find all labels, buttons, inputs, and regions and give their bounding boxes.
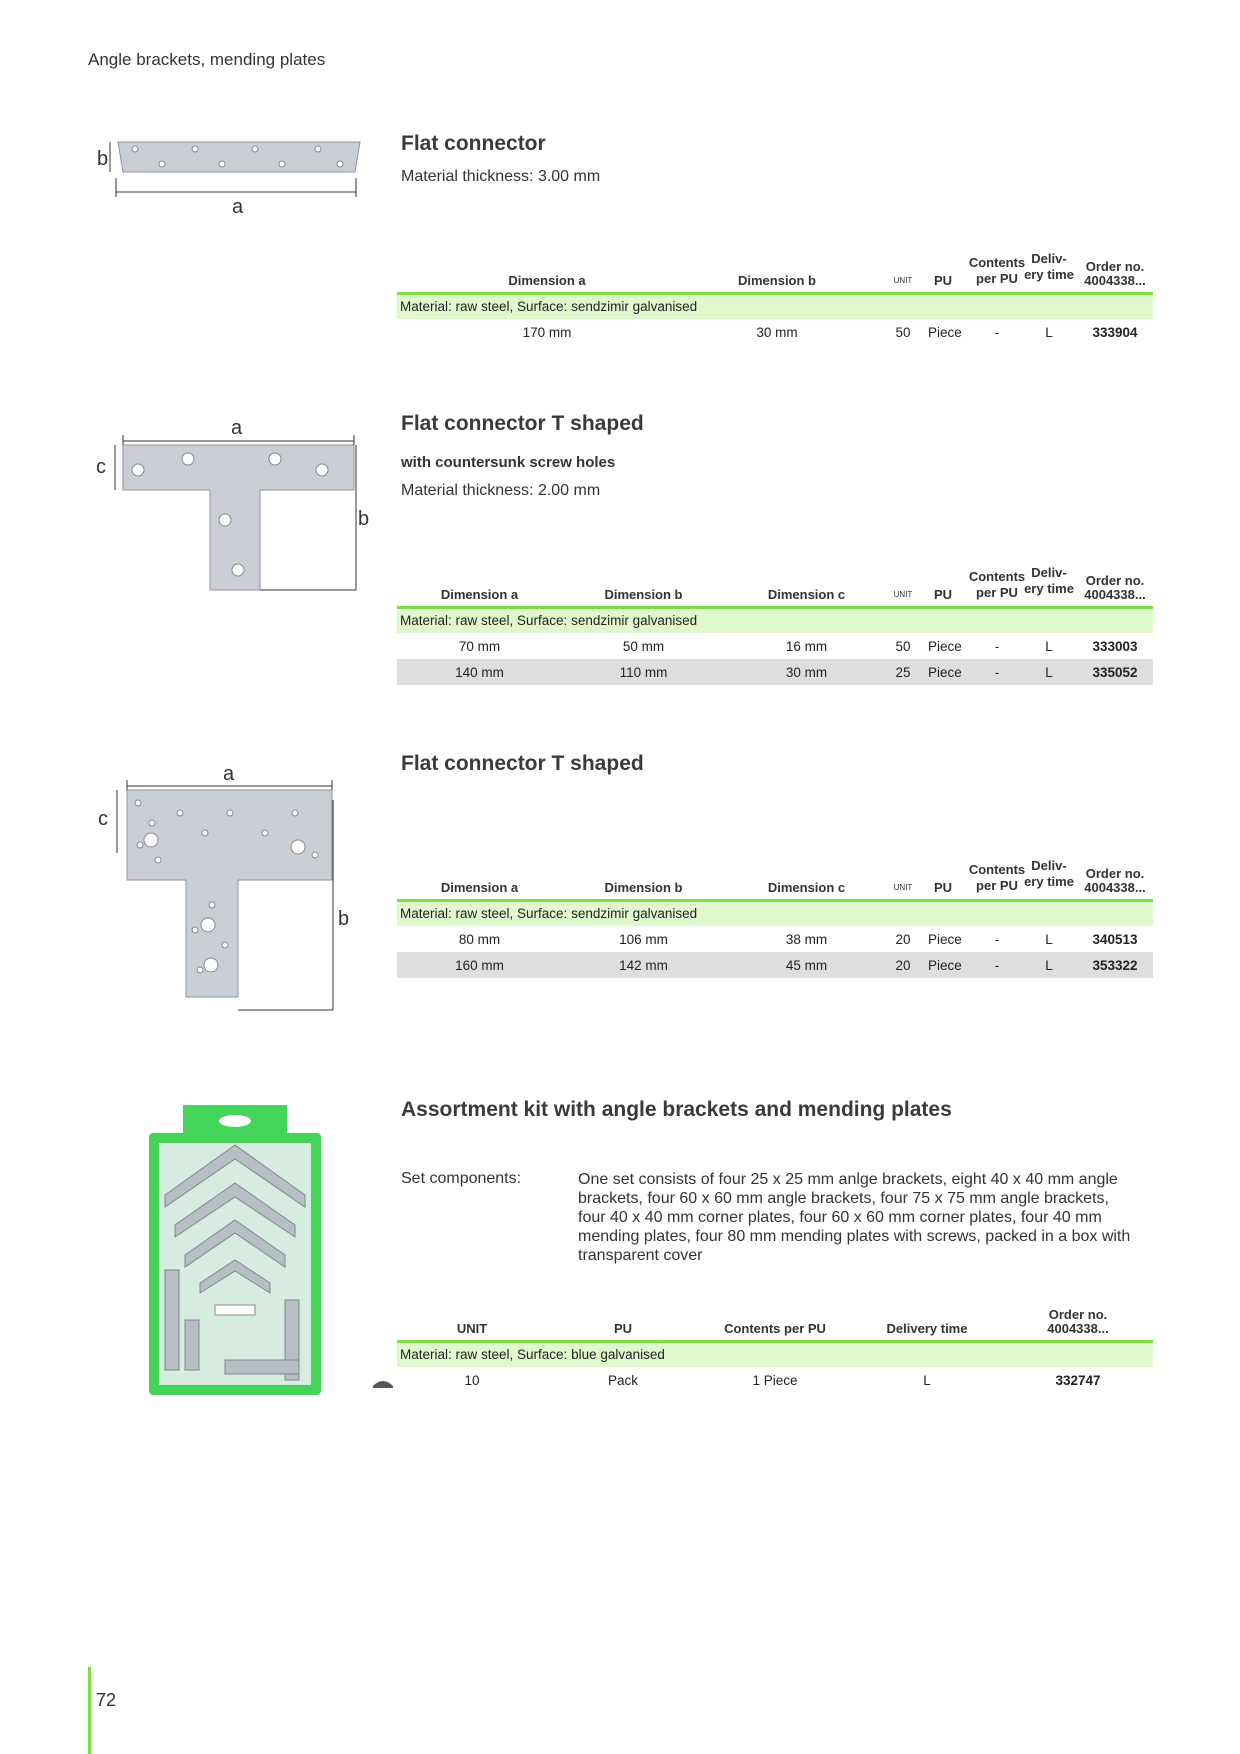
dim-label-a: a	[231, 417, 243, 439]
col-dimension-b: Dimension b	[604, 880, 683, 895]
col-unit: UNIT	[893, 883, 913, 892]
material-row: Material: raw steel, Surface: blue galvanised	[397, 1343, 1153, 1367]
set-components-label: Set components:	[401, 1170, 522, 1187]
flat-connector-image	[90, 135, 370, 215]
table-header	[397, 1284, 1153, 1343]
section-thickness-1: Material thickness: 3.00 mm	[401, 168, 601, 185]
dim-label-b: b	[97, 148, 109, 170]
col-dimension-a: Dimension a	[440, 880, 519, 895]
set-components-text: One set consists of four 25 x 25 mm anlge brackets, eight 40 x 40 mm angle brackets, four 60 x 60 mm angle brackets, four 75 x 75 mm angle brackets, four 40 x 40 mm corner plates, four 60 x 60 mm corner plates, four 40 mm mending plates, four 80 mm mending plates with screws, packed in a box with transparent cover	[578, 1171, 1131, 1264]
col-dimension-a: Dimension a	[440, 587, 519, 602]
col-pu: PU	[933, 880, 953, 895]
section-subtitle-2: with countersunk screw holes	[401, 454, 616, 471]
col-contents: Contents per PU	[968, 862, 1026, 893]
col-order: Order no. 4004338...	[1047, 1307, 1109, 1336]
product-table-3	[397, 843, 1153, 978]
col-dimension-b: Dimension b	[737, 273, 816, 288]
hanger-icon	[371, 1376, 395, 1390]
t-connector-image-1	[90, 415, 380, 595]
col-dimension-c: Dimension c	[767, 587, 846, 602]
col-delivery: Deliv- ery time	[1024, 251, 1074, 282]
col-dimension-b: Dimension b	[604, 587, 683, 602]
table-header	[397, 550, 1153, 609]
kit-label	[215, 1305, 255, 1315]
assortment-kit-image	[145, 1105, 325, 1395]
dim-label-b: b	[358, 508, 370, 530]
section-title-2: Flat connector T shaped	[401, 412, 644, 435]
table-row: 80 mm 106 mm 38 mm 20 Piece - L 340513	[458, 932, 1138, 947]
col-contents: Contents per PU	[724, 1321, 826, 1336]
t-connector-image-2	[90, 765, 360, 1025]
t-plate-shape	[127, 790, 332, 997]
dim-label-a: a	[223, 765, 235, 785]
col-unit: UNIT	[456, 1321, 488, 1336]
col-pu: PU	[933, 273, 953, 288]
section-title-3: Flat connector T shaped	[401, 752, 644, 775]
col-pu: PU	[613, 1321, 633, 1336]
table-header	[397, 843, 1153, 902]
page-number: 72	[96, 1690, 117, 1710]
dim-label-a: a	[232, 196, 244, 215]
dim-label-c: c	[98, 808, 108, 830]
table-row: 140 mm 110 mm 30 mm 25 Piece - L 335052	[397, 659, 1153, 685]
col-order: Order no. 4004338...	[1084, 259, 1146, 288]
dim-label-b: b	[338, 908, 350, 930]
table-row: 10 Pack 1 Piece L 332747	[464, 1373, 1101, 1388]
kit-table	[397, 1284, 1153, 1393]
col-delivery: Delivery time	[886, 1321, 968, 1336]
material-row: Material: raw steel, Surface: sendzimir galvanised	[397, 295, 1153, 319]
col-delivery: Deliv- ery time	[1024, 565, 1074, 596]
table-header	[397, 236, 1153, 295]
material-row: Material: raw steel, Surface: sendzimir galvanised	[397, 902, 1153, 926]
product-table-1	[397, 236, 1153, 345]
dim-label-c: c	[96, 456, 106, 478]
col-dimension-a: Dimension a	[508, 273, 586, 288]
kit-title: Assortment kit with angle brackets and mending plates	[401, 1098, 952, 1121]
col-contents: Contents per PU	[968, 255, 1026, 286]
flat-plate-shape	[118, 142, 360, 172]
col-dimension-c: Dimension c	[767, 880, 846, 895]
col-unit: UNIT	[893, 276, 913, 285]
footer-accent-line	[88, 1667, 91, 1754]
col-contents: Contents per PU	[968, 569, 1026, 600]
material-row: Material: raw steel, Surface: sendzimir galvanised	[397, 609, 1153, 633]
table-row: 70 mm 50 mm 16 mm 50 Piece - L 333003	[458, 639, 1138, 654]
col-unit: UNIT	[893, 590, 913, 599]
section-thickness-2: Material thickness: 2.00 mm	[401, 482, 601, 499]
product-table-2	[397, 550, 1153, 685]
page-header: Angle brackets, mending plates	[88, 50, 326, 69]
col-order: Order no. 4004338...	[1084, 866, 1146, 895]
kit-hang-hole	[219, 1115, 251, 1127]
table-row: 160 mm 142 mm 45 mm 20 Piece - L 353322	[397, 952, 1153, 978]
section-title-1: Flat connector	[401, 132, 546, 155]
table-row: 170 mm 30 mm 50 Piece - L 333904	[522, 325, 1138, 340]
col-pu: PU	[933, 587, 953, 602]
col-delivery: Deliv- ery time	[1024, 858, 1074, 889]
col-order: Order no. 4004338...	[1084, 573, 1146, 602]
